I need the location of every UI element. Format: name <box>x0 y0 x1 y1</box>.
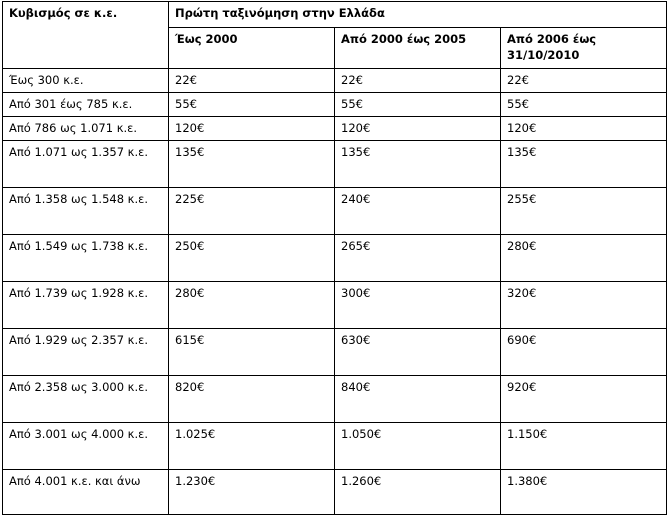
fee-cell: 240€ <box>335 188 501 235</box>
table-row <box>3 93 667 117</box>
table-row <box>3 423 667 470</box>
engine-size-cell: Από 1.929 ως 2.357 κ.ε. <box>3 329 169 376</box>
fee-cell: 1.380€ <box>501 470 667 515</box>
fee-cell: 55€ <box>169 93 335 117</box>
fee-cell: 265€ <box>335 235 501 282</box>
table-row <box>3 376 667 423</box>
fee-cell: 920€ <box>501 376 667 423</box>
fee-cell: 135€ <box>501 141 667 188</box>
fee-cell: 840€ <box>335 376 501 423</box>
fee-cell: 1.025€ <box>169 423 335 470</box>
fee-cell: 1.150€ <box>501 423 667 470</box>
table-row <box>3 69 667 93</box>
fee-cell: 615€ <box>169 329 335 376</box>
fee-cell: 225€ <box>169 188 335 235</box>
fee-cell: 120€ <box>335 117 501 141</box>
fee-cell: 22€ <box>169 69 335 93</box>
table-row <box>3 141 667 188</box>
fee-cell: 300€ <box>335 282 501 329</box>
table-row <box>3 235 667 282</box>
fee-cell: 690€ <box>501 329 667 376</box>
engine-size-cell: Από 1.071 ως 1.357 κ.ε. <box>3 141 169 188</box>
engine-size-cell: Από 3.001 ως 4.000 κ.ε. <box>3 423 169 470</box>
fee-cell: 255€ <box>501 188 667 235</box>
header-row-1 <box>3 2 667 28</box>
period-header-2000-2005: Από 2000 έως 2005 <box>335 28 501 69</box>
table-row <box>3 470 667 515</box>
engine-size-cell: Έως 300 κ.ε. <box>3 69 169 93</box>
fee-cell: 820€ <box>169 376 335 423</box>
fee-cell: 280€ <box>501 235 667 282</box>
fee-cell: 135€ <box>335 141 501 188</box>
fee-cell: 320€ <box>501 282 667 329</box>
fee-cell: 135€ <box>169 141 335 188</box>
table-row <box>3 117 667 141</box>
fee-cell: 250€ <box>169 235 335 282</box>
engine-size-cell: Από 1.358 ως 1.548 κ.ε. <box>3 188 169 235</box>
first-registration-header: Πρώτη ταξινόμηση στην Ελλάδα <box>169 2 667 28</box>
fee-cell: 630€ <box>335 329 501 376</box>
tax-table <box>2 1 667 515</box>
fee-cell: 55€ <box>335 93 501 117</box>
fee-cell: 1.260€ <box>335 470 501 515</box>
fee-cell: 120€ <box>501 117 667 141</box>
table-row <box>3 282 667 329</box>
period-header-until-2000: Έως 2000 <box>169 28 335 69</box>
engine-size-cell: Από 4.001 κ.ε. και άνω <box>3 470 169 515</box>
engine-size-cell: Από 1.549 ως 1.738 κ.ε. <box>3 235 169 282</box>
fee-cell: 55€ <box>501 93 667 117</box>
fee-cell: 22€ <box>501 69 667 93</box>
engine-size-cell: Από 2.358 ως 3.000 κ.ε. <box>3 376 169 423</box>
engine-size-cell: Από 301 έως 785 κ.ε. <box>3 93 169 117</box>
table-row <box>3 329 667 376</box>
engine-size-cell: Από 786 ως 1.071 κ.ε. <box>3 117 169 141</box>
fee-cell: 120€ <box>169 117 335 141</box>
fee-cell: 1.230€ <box>169 470 335 515</box>
engine-size-cell: Από 1.739 ως 1.928 κ.ε. <box>3 282 169 329</box>
period-header-2006-2010: Από 2006 έως 31/10/2010 <box>501 28 667 69</box>
fee-cell: 280€ <box>169 282 335 329</box>
table-row <box>3 188 667 235</box>
fee-cell: 1.050€ <box>335 423 501 470</box>
fee-cell: 22€ <box>335 69 501 93</box>
engine-size-header: Κυβισμός σε κ.ε. <box>3 2 169 69</box>
